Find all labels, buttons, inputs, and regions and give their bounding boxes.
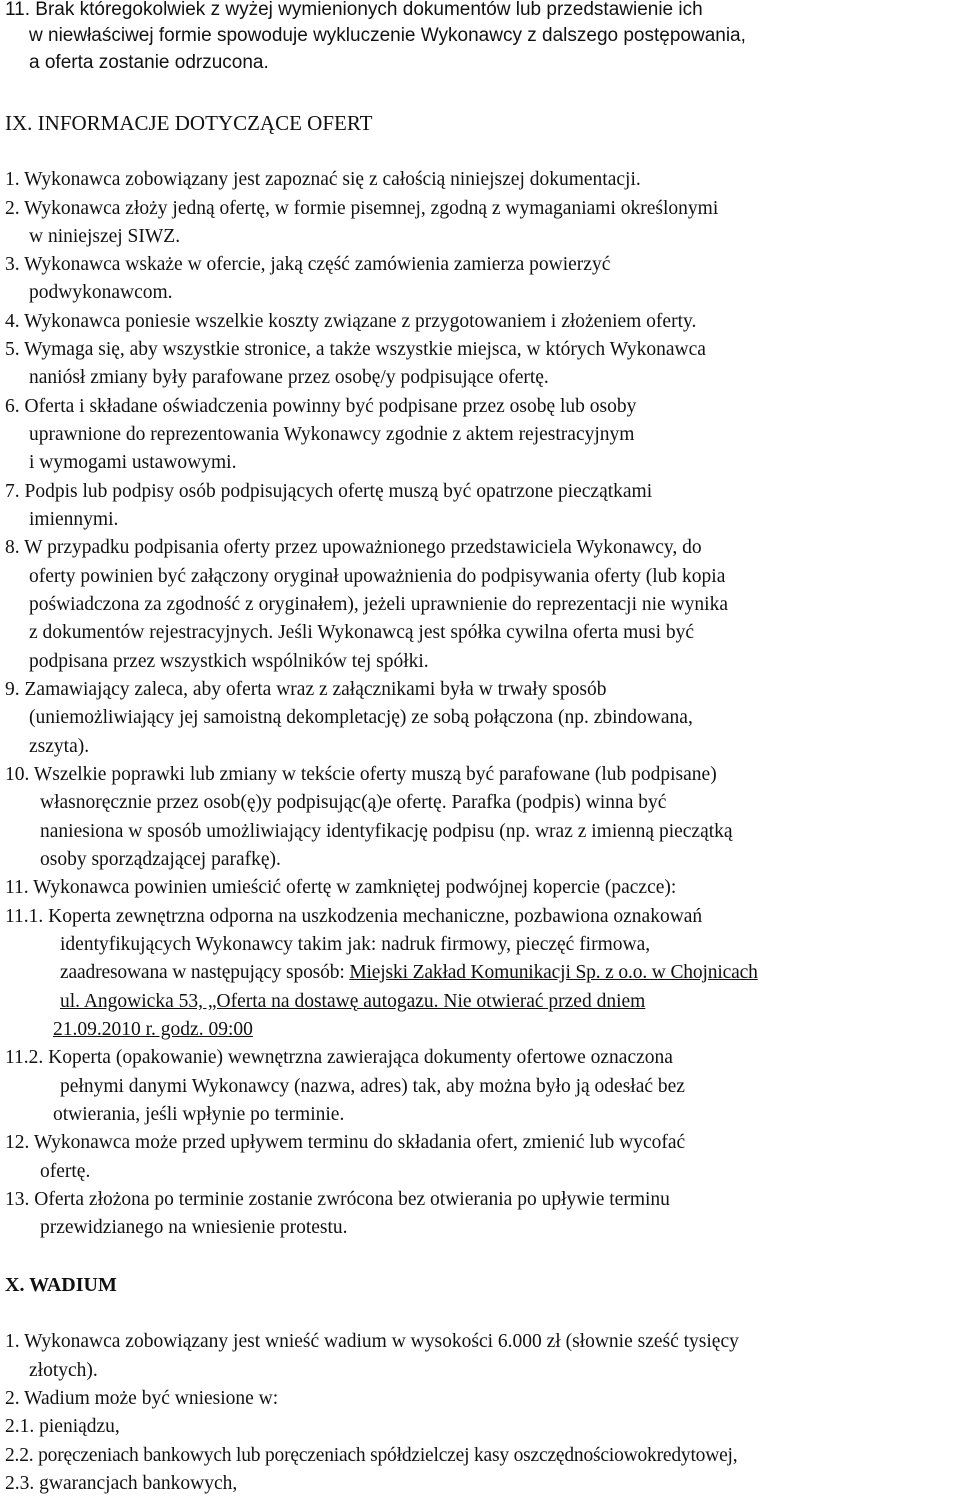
text-line: przewidzianego na wniesienie protestu. — [40, 1217, 348, 1238]
text-line — [60, 961, 758, 985]
address-line: ul. Angowicka 53, „Oferta na dostawę autogazu. Nie otwierać przed dniem — [60, 991, 646, 1012]
text-line: (uniemożliwiający jej samoistną dekompletację) ze sobą połączona (np. zbindowana, — [29, 707, 693, 728]
text-line: 1. Wykonawca zobowiązany jest zapoznać się z całością niniejszej dokumentacji. — [5, 169, 641, 190]
text-line: 11. Wykonawca powinien umieścić ofertę w zamkniętej podwójnej kopercie (paczce): — [5, 877, 677, 898]
text-line: 4. Wykonawca poniesie wszelkie koszty związane z przygotowaniem i złożeniem oferty. — [5, 311, 697, 332]
text-line: 2. Wykonawca złoży jedną ofertę, w formie pisemnej, zgodną z wymaganiami określonymi — [5, 198, 719, 219]
text-line: w niniejszej SIWZ. — [29, 226, 181, 247]
text-line: imiennymi. — [29, 509, 119, 530]
text-line: uprawnione do reprezentowania Wykonawcy zgodnie z aktem rejestracyjnym — [29, 424, 635, 445]
text-line: 8. W przypadku podpisania oferty przez upoważnionego przedstawiciela Wykonawcy, do — [5, 537, 702, 558]
text-line: 2. Wadium może być wniesione w: — [5, 1388, 279, 1409]
text-line: 11.2. Koperta (opakowanie) wewnętrzna zawierająca dokumenty ofertowe oznaczona — [5, 1047, 673, 1068]
text-line: 13. Oferta złożona po terminie zostanie zwrócona bez otwierania po upływie terminu — [5, 1189, 670, 1210]
text-line: zszyta). — [29, 736, 90, 757]
text-line: 2.2. poręczeniach bankowych lub poręczeniach spółdzielczej kasy oszczędnościowokredytowej, — [5, 1445, 738, 1466]
text-line: ofertę. — [40, 1161, 91, 1182]
text-line: i wymogami ustawowymi. — [29, 452, 237, 473]
text-line: podwykonawcom. — [29, 282, 173, 303]
text-line: osoby sporządzającej parafkę). — [40, 849, 281, 870]
text-line: 2.1. pieniądzu, — [5, 1416, 120, 1437]
text-line: 5. Wymaga się, aby wszystkie stronice, a także wszystkie miejsca, w których Wykonawca — [5, 339, 706, 360]
text-line: 1. Wykonawca zobowiązany jest wnieść wadium w wysokości 6.000 zł (słownie sześć tysięcy — [5, 1331, 739, 1352]
text-line: 12. Wykonawca może przed upływem terminu do składania ofert, zmienić lub wycofać — [5, 1132, 686, 1153]
text-line: oferty powinien być załączony oryginał upoważnienia do podpisywania oferty (lub kopia — [29, 566, 726, 587]
text-line: otwierania, jeśli wpłynie po terminie. — [53, 1104, 345, 1125]
text-line: naniósł zmiany były parafowane przez osobę/y podpisujące ofertę. — [29, 367, 549, 388]
text-line: 7. Podpis lub podpisy osób podpisujących ofertę muszą być opatrzone pieczątkami — [5, 481, 653, 502]
text-line: w niewłaściwej formie spowoduje wykluczenie Wykonawcy z dalszego postępowania, — [29, 25, 746, 46]
text-line: 6. Oferta i składane oświadczenia powinny być podpisane przez osobę lub osoby — [5, 396, 637, 417]
text-line: pełnymi danymi Wykonawcy (nazwa, adres) tak, aby można było ją odesłać bez — [60, 1076, 685, 1097]
text-line: a oferta zostanie odrzucona. — [29, 52, 269, 73]
text-line: złotych). — [29, 1360, 98, 1381]
text-line: 2.3. gwarancjach bankowych, — [5, 1473, 238, 1494]
text-line: 11.1. Koperta zewnętrzna odporna na uszkodzenia mechaniczne, pozbawiona oznakowań — [5, 906, 703, 927]
section-heading: IX. INFORMACJE DOTYCZĄCE OFERT — [5, 111, 373, 135]
text-line: własnoręcznie przez osob(ę)y podpisując(ą)e ofertę. Parafka (podpis) winna być — [40, 792, 667, 813]
text-line: naniesiona w sposób umożliwiający identyfikację podpisu (np. wraz z imienną pieczątką — [40, 821, 733, 842]
text-line: 10. Wszelkie poprawki lub zmiany w tekście oferty muszą być parafowane (lub podpisane) — [5, 764, 717, 785]
text-line: podpisana przez wszystkich wspólników tej spółki. — [29, 651, 429, 672]
text-line: z dokumentów rejestracyjnych. Jeśli Wykonawcą jest spółka cywilna oferta musi być — [29, 622, 695, 643]
text-line: 3. Wykonawca wskaże w ofercie, jaką część zamówienia zamierza powierzyć — [5, 254, 611, 275]
deadline-line: 21.09.2010 r. godz. 09:00 — [53, 1019, 253, 1040]
text-line: poświadczona za zgodność z oryginałem), jeżeli uprawnienie do reprezentacji nie wynika — [29, 594, 728, 615]
section-heading: X. WADIUM — [5, 1274, 117, 1296]
address-intro: zaadresowana w następujący sposób: — [60, 962, 350, 983]
address-underlined: Miejski Zakład Komunikacji Sp. z o.o. w Chojnicach — [349, 962, 758, 983]
text-line: 11. Brak któregokolwiek z wyżej wymienionych dokumentów lub przedstawienie ich — [5, 0, 703, 20]
text-line: identyfikujących Wykonawcy takim jak: nadruk firmowy, pieczęć firmowa, — [60, 934, 651, 955]
text-line: 9. Zamawiający zaleca, aby oferta wraz z załącznikami była w trwały sposób — [5, 679, 607, 700]
